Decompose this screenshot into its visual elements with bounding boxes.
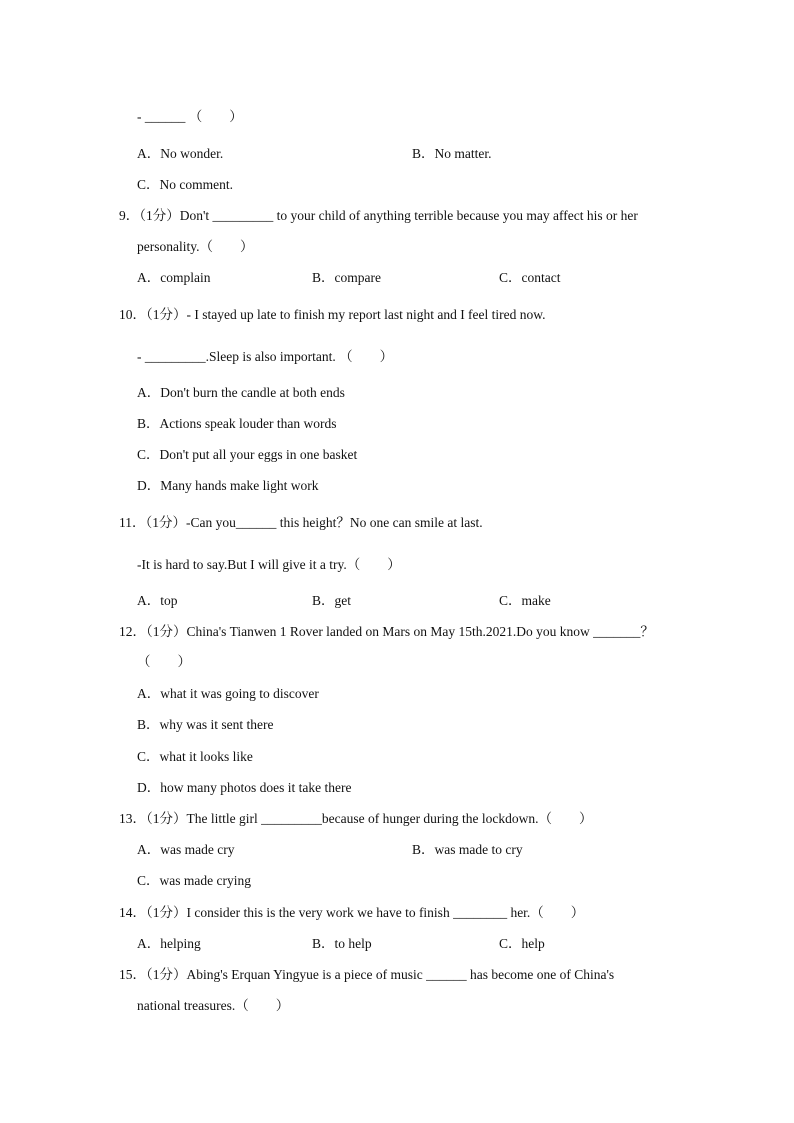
- q9-option-a[interactable]: A．complain: [137, 270, 211, 285]
- q15-stem: 15．（1分）Abing's Erquan Yingyue is a piece of music ______ has become one of China's: [119, 967, 615, 982]
- q12-stem-cont: （ ）: [137, 654, 191, 669]
- q10-option-b[interactable]: B．Actions speak louder than words: [137, 416, 337, 431]
- q13-option-b[interactable]: B．was made to cry: [412, 842, 523, 857]
- q11-option-c[interactable]: C．make: [499, 593, 551, 608]
- q14-option-c[interactable]: C．help: [499, 936, 545, 951]
- q8-option-a[interactable]: A．No wonder.: [137, 146, 224, 161]
- q14-option-b[interactable]: B．to help: [312, 936, 372, 951]
- q8-option-b[interactable]: B．No matter.: [412, 146, 492, 161]
- q12-stem: 12．（1分）China's Tianwen 1 Rover landed on Mars on May 15th.2021.Do you know _______？: [119, 624, 654, 639]
- q12-option-b[interactable]: B．why was it sent there: [137, 717, 274, 732]
- q14-stem: 14．（1分）I consider this is the very work we have to finish ________ her.（ ）: [119, 905, 585, 920]
- q11-option-b[interactable]: B．get: [312, 593, 351, 608]
- q9-option-c[interactable]: C．contact: [499, 270, 561, 285]
- q13-option-a[interactable]: A．was made cry: [137, 842, 235, 857]
- q10-option-d[interactable]: D．Many hands make light work: [137, 478, 319, 493]
- q12-option-c[interactable]: C．what it looks like: [137, 749, 253, 764]
- q10-stem-cont: - _________.Sleep is also important. （ ）: [137, 349, 394, 364]
- q14-option-a[interactable]: A．helping: [137, 936, 201, 951]
- q9-stem: 9．（1分）Don't _________ to your child of anything terrible because you may affect his or her: [119, 208, 638, 223]
- q11-stem: 11．（1分）-Can you______ this height？No one can smile at last.: [119, 515, 483, 530]
- q10-stem: 10．（1分）- I stayed up late to finish my report last night and I feel tired now.: [119, 307, 546, 322]
- q8-answer-line: - ______ （ ）: [137, 109, 243, 124]
- q11-option-a[interactable]: A．top: [137, 593, 178, 608]
- q11-stem-cont: -It is hard to say.But I will give it a try.（ ）: [137, 557, 401, 572]
- q12-option-a[interactable]: A．what it was going to discover: [137, 686, 319, 701]
- q9-stem-cont: personality.（ ）: [137, 239, 254, 254]
- q10-option-a[interactable]: A．Don't burn the candle at both ends: [137, 385, 345, 400]
- q8-option-c[interactable]: C．No comment.: [137, 177, 233, 192]
- q9-option-b[interactable]: B．compare: [312, 270, 381, 285]
- q12-option-d[interactable]: D．how many photos does it take there: [137, 780, 352, 795]
- q10-option-c[interactable]: C．Don't put all your eggs in one basket: [137, 447, 358, 462]
- q13-stem: 13．（1分）The little girl _________because of hunger during the lockdown.（ ）: [119, 811, 593, 826]
- q15-stem-cont: national treasures.（ ）: [137, 998, 290, 1013]
- q13-option-c[interactable]: C．was made crying: [137, 873, 251, 888]
